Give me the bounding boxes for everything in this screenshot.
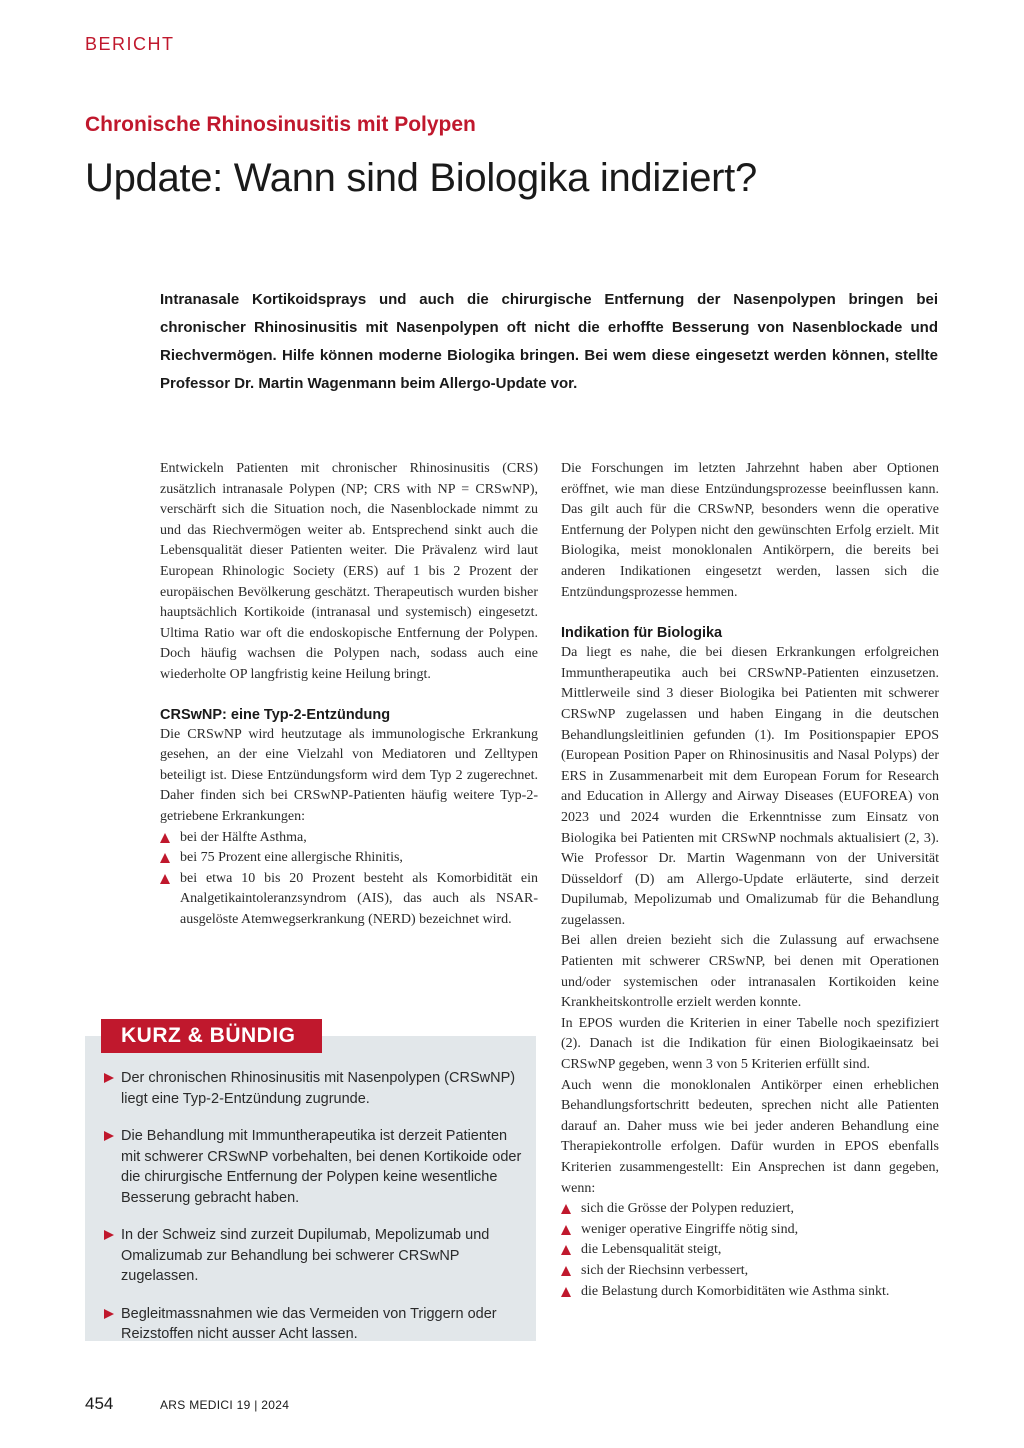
arrow-bullet-icon: [104, 1309, 114, 1319]
list-item-text: weniger operative Eingriffe nötig sind,: [581, 1221, 799, 1237]
triangle-bullet-icon: [561, 1287, 571, 1297]
list-item: [561, 1199, 939, 1220]
left-intro-paragraph: Entwickeln Patienten mit chronischer Rhinosinusitis (CRS) zusätzlich intranasale Polypen (NP; CRS with NP = CRSwNP), verschärft sich die Situation noch, die Nasenblockade nimmt zu und das Riechvermögen weiter ab. Entsprechend sinkt auch die Lebensqualität dieser Patienten weiter. Die Prävalenz wird laut European Rhinologic Society (ERS) auf 1 bis 2 Prozent der europäischen Bevölkerung geschätzt. Therapeutisch wurden bisher hauptsächlich Kortikoide (intranasal und systemisch) eingesetzt. Ultima Ratio war oft die endoskopische Entfernung der Polypen. Doch häufig wachsen die Polypen nach, sodass auch eine wiederholte OP langfristig keine Heilung bringt.: [160, 461, 538, 682]
list-item-text: die Belastung durch Komorbiditäten wie Asthma sinkt.: [581, 1283, 890, 1299]
section-label: BERICHT: [85, 34, 175, 54]
summary-list: [104, 1068, 528, 1362]
list-item-text: bei etwa 10 bis 20 Prozent besteht als Komorbidität ein Analgetikaintoleranzsyndrom (AIS), das auch als NSAR-ausgelöste Atemwegserkrankung (NERD) bezeichnet wird.: [180, 870, 538, 927]
list-item-text: sich die Grösse der Polypen reduziert,: [581, 1201, 795, 1217]
summary-item: [104, 1068, 528, 1109]
list-item: [160, 869, 538, 931]
comorbidity-list: [160, 828, 538, 931]
right-body-paragraph: Auch wenn die monoklonalen Antikörper einen erheblichen Behandlungsfortschritt bedeuten, sprechen nicht alle Patienten darauf an. Daher muss wie bei jeder anderen Behandlung eine Therapiekontrolle erfolgen. Dafür wurden in EPOS ebenfalls Kriterien zusammengestellt: Ein Ansprechen ist dann gegeben, wenn:: [561, 1077, 939, 1196]
left-subheading: CRSwNP: eine Typ-2-Entzündung: [160, 706, 391, 723]
right-body-paragraph: Da liegt es nahe, die bei diesen Erkrankungen erfolgreichen Immuntherapeutika auch bei CRSwNP-Patienten einzusetzen. Mittlerweile sind 3 dieser Biologika bei Patienten mit schwerer CRSwNP zugelassen und haben Eingang in die deutschen Behandlungsleitlinien gefunden (1). Im Positionspapier EPOS (European Position Paper on Rhinosinusitis and Nasal Polyps) der ERS in Zusammenarbeit mit dem European Forum for Research and Education in Allergy and Airway Diseases (EUFOREA) von 2023 und 2024 wurden die Erkenntnisse zum Einsatz von Biologika bei Patienten mit CRSwNP nochmals aktualisiert (2, 3). Wie Professor Dr. Martin Wagenmann von der Universität Düsseldorf (D) am Allergo-Update erläuterte, sind derzeit Dupilumab, Mepolizumab und Omalizumab für die Behandlung zugelassen.: [561, 645, 939, 928]
right-body-paragraph: Bei allen dreien bezieht sich die Zulassung auf erwachsene Patienten mit schwerer CRSwNP, bei denen mit Operationen und/oder systemischen oder intranasalen Kortikoiden keine Krankheitskontrolle erzielt werden konnte.: [561, 933, 939, 1011]
summary-item-text: Begleitmassnahmen wie das Vermeiden von Triggern oder Reizstoffen nicht ausser Acht lassen.: [121, 1305, 497, 1342]
summary-item-text: Der chronischen Rhinosinusitis mit Nasenpolypen (CRSwNP) liegt eine Typ-2-Entzündung zugrunde.: [121, 1070, 516, 1107]
article-title: Update: Wann sind Biologika indiziert?: [85, 156, 757, 200]
summary-box-title: KURZ & BÜNDIG: [101, 1019, 322, 1053]
list-item: [160, 848, 538, 869]
left-column: [160, 459, 538, 930]
triangle-bullet-icon: [160, 874, 170, 884]
right-column: [561, 459, 939, 1302]
list-item: [561, 1261, 939, 1282]
arrow-bullet-icon: [104, 1073, 114, 1083]
triangle-bullet-icon: [561, 1266, 571, 1276]
article-lead: Intranasale Kortikoidsprays und auch die chirurgische Entfernung der Nasenpolypen bringen bei chronischer Rhinosinusitis mit Nasenpolypen oft nicht die erhoffte Besserung von Nasenblockade und Riechvermögen. Hilfe können moderne Biologika bringen. Bei wem diese eingesetzt werden können, stellte Professor Dr. Martin Wagenmann beim Allergo-Update vor.: [160, 291, 938, 392]
summary-item-text: Die Behandlung mit Immuntherapeutika ist derzeit Patienten mit schwerer CRSwNP vorbehalten, bei denen Kortikoide oder die chirurgische Entfernung der Polypen keine wesentliche Besserung gebracht haben.: [121, 1128, 522, 1206]
response-criteria-list: [561, 1199, 939, 1302]
list-item-text: sich der Riechsinn verbessert,: [581, 1262, 749, 1278]
list-item: [561, 1220, 939, 1241]
left-body-paragraph: Die CRSwNP wird heutzutage als immunologische Erkrankung gesehen, an der eine Vielzahl von Mediatoren und Zelltypen beteiligt ist. Diese Entzündungsform wird dem Typ 2 zugerechnet. Daher finden sich bei CRSwNP-Patienten häufig weitere Typ-2-getriebene Erkrankungen:: [160, 726, 538, 824]
list-item-text: die Lebensqualität steigt,: [581, 1242, 722, 1258]
list-item-text: bei 75 Prozent eine allergische Rhinitis,: [180, 850, 403, 866]
list-item: [561, 1240, 939, 1261]
right-subheading: Indikation für Biologika: [561, 625, 723, 642]
arrow-bullet-icon: [104, 1131, 114, 1141]
summary-item: [104, 1304, 528, 1345]
triangle-bullet-icon: [160, 833, 170, 843]
list-item: [561, 1282, 939, 1303]
summary-item: [104, 1126, 528, 1208]
triangle-bullet-icon: [561, 1225, 571, 1235]
arrow-bullet-icon: [104, 1230, 114, 1240]
list-item: [160, 828, 538, 849]
right-intro-paragraph: Die Forschungen im letzten Jahrzehnt haben aber Optionen eröffnet, wie man diese Entzündungsprozesse beeinflussen kann. Das gilt auch für die CRSwNP, besonders wenn die operative Entfernung der Polypen nicht den gewünschten Erfolg erzielt. Mit Biologika, meist monoklonalen Antikörpern, die bereits bei anderen Indikationen eingesetzt werden, lassen sich die Entzündungsprozesse hemmen.: [561, 461, 939, 600]
summary-item: [104, 1225, 528, 1287]
summary-item-text: In der Schweiz sind zurzeit Dupilumab, Mepolizumab und Omalizumab zur Behandlung bei schwerer CRSwNP zugelassen.: [121, 1227, 490, 1284]
triangle-bullet-icon: [561, 1204, 571, 1214]
article-kicker: Chronische Rhinosinusitis mit Polypen: [85, 113, 476, 136]
page-number: 454: [85, 1394, 114, 1413]
list-item-text: bei der Hälfte Asthma,: [180, 829, 307, 845]
right-body-paragraph: In EPOS wurden die Kriterien in einer Tabelle noch spezifiziert (2). Danach ist die Indikation für einen Biologikaeinsatz bei CRSwNP gegeben, wenn 3 von 5 Kriterien erfüllt sind.: [561, 1015, 939, 1073]
triangle-bullet-icon: [561, 1245, 571, 1255]
triangle-bullet-icon: [160, 853, 170, 863]
journal-name: ARS MEDICI 19 | 2024: [160, 1398, 290, 1412]
